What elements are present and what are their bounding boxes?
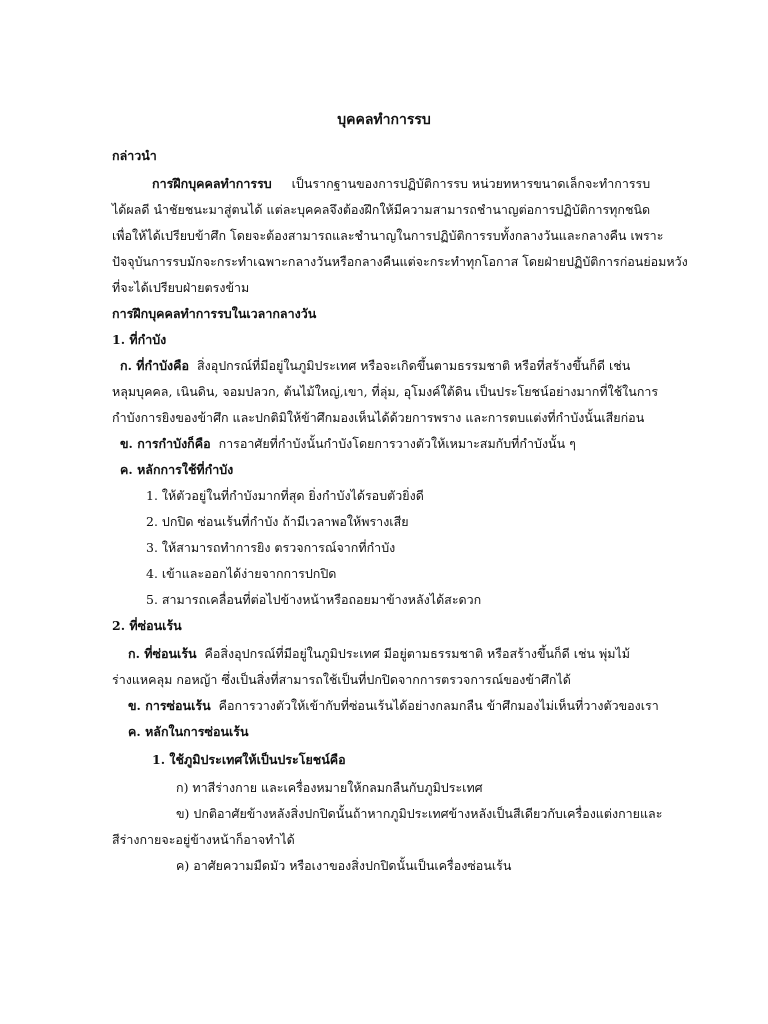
concealment-a-text: คือสิ่งอุปกรณ์ที่มีอยู่ในภูมิประเทศ มีอยู่ตามธรรมชาติ หรือสร้างขึ้นก็ดี เช่น พุ่มไม้ <box>204 646 630 661</box>
concealment-c-label: ค. หลักในการซ่อนเร้น <box>128 724 249 739</box>
intro-line-4: ปัจจุบันการรบมักจะกระทำเฉพาะกลางวันหรือกลางคืนแต่จะกระทำทุกโอกาส โดยฝ่ายปฏิบัติการก่อนย่อมหวัง <box>112 254 688 269</box>
document-title: บุคคลทำการรบ <box>337 112 431 128</box>
cover-item-1: 1. ให้ตัวอยู่ในที่กำบังมากที่สุด ยิ่งกำบังได้รอบตัวยิ่งดี <box>146 488 424 503</box>
concealment-a-label: ก. ที่ซ่อนเร้น <box>128 646 197 661</box>
concealment-sub-1-b-line-2: สีร่างกายจะอยู่ข้างหน้าก็อาจทำได้ <box>112 832 295 847</box>
cover-b-line <box>120 436 576 452</box>
intro-line-3: เพื่อให้ได้เปรียบข้าศึก โดยจะต้องสามารถและชำนาญในการปฏิบัติการรบทั้งกลางวันและกลางคืน เพราะ <box>112 228 664 243</box>
cover-a-label: ก. ที่กำบังคือ <box>120 358 190 373</box>
concealment-heading: 2. ที่ซ่อนเร้น <box>112 618 182 633</box>
concealment-b-label: ข. การซ่อนเร้น <box>128 698 211 713</box>
cover-item-3: 3. ให้สามารถทำการยิง ตรวจการณ์จากที่กำบัง <box>146 540 396 555</box>
concealment-a-line-1 <box>128 646 630 662</box>
cover-item-4: 4. เข้าและออกได้ง่ายจากการปกปิด <box>146 566 337 581</box>
cover-b-text: การอาศัยที่กำบังนั้นกำบังโดยการวางตัวให้เหมาะสมกับที่กำบังนั้น ๆ <box>218 436 576 451</box>
concealment-sub-1: 1. ใช้ภูมิประเทศให้เป็นประโยชน์คือ <box>152 752 346 767</box>
concealment-b-line <box>128 698 659 714</box>
intro-heading: กล่าวนำ <box>112 148 157 163</box>
concealment-sub-1-c: ค) อาศัยความมืดมัว หรือเงาของสิ่งปกปิดนั้นเป็นเครื่องซ่อนเร้น <box>176 858 512 873</box>
concealment-b-text: คือการวางตัวให้เข้ากับที่ซ่อนเร้นได้อย่างกลมกลืน ข้าศึกมองไม่เห็นที่วางตัวของเรา <box>218 698 659 713</box>
intro-line-1 <box>152 176 650 192</box>
intro-lead-bold: การฝึกบุคคลทำการรบ <box>152 176 272 191</box>
intro-line-2: ได้ผลดี นำชัยชนะมาสู่ตนได้ แต่ละบุคคลจึงต้องฝึกให้มีความสามารถชำนาญต่อการปฏิบัติการทุกชนิด <box>112 202 651 217</box>
daytime-heading: การฝึกบุคคลทำการรบในเวลากลางวัน <box>112 306 317 321</box>
concealment-sub-1-a: ก) ทาสีร่างกาย และเครื่องหมายให้กลมกลืนกับภูมิประเทศ <box>176 780 483 795</box>
cover-item-2: 2. ปกปิด ซ่อนเร้นที่กำบัง ถ้ามีเวลาพอให้พรางเสีย <box>146 514 409 529</box>
cover-a-line-1 <box>120 358 630 374</box>
cover-a-text: สิ่งอุปกรณ์ที่มีอยู่ในภูมิประเทศ หรือจะเกิดขึ้นตามธรรมชาติ หรือที่สร้างขึ้นก็ดี เช่น <box>196 358 631 373</box>
concealment-sub-1-b-line-1: ข) ปกติอาศัยข้างหลังสิ่งปกปิดนั้นถ้าหากภูมิประเทศข้างหลังเป็นสีเดียวกับเครื่องแต่งกายและ <box>176 806 663 821</box>
cover-a-line-3: กำบังการยิงของข้าศึก และปกติมิให้ข้าศึกมองเห็นได้ด้วยการพราง และการตบแต่งที่กำบังนั้นเสียก่อน <box>112 410 645 425</box>
concealment-a-line-2: ร่างแหคลุม กอหญ้า ซึ่งเป็นสิ่งที่สามารถใช้เป็นที่ปกปิดจากการตรวจการณ์ของข้าศึกได้ <box>112 672 571 687</box>
cover-c-label: ค. หลักการใช้ที่กำบัง <box>120 462 234 477</box>
intro-line-1-text: เป็นรากฐานของการปฏิบัติการรบ หน่วยทหารขนาดเล็กจะทำการรบ <box>291 176 651 191</box>
cover-item-5: 5. สามารถเคลื่อนที่ต่อไปข้างหน้าหรือถอยมาข้างหลังได้สะดวก <box>146 592 482 607</box>
cover-heading: 1. ที่กำบัง <box>112 332 167 347</box>
cover-b-label: ข. การกำบังก็คือ <box>120 436 211 451</box>
intro-line-5: ที่จะได้เปรียบฝ่ายตรงข้าม <box>112 280 250 295</box>
cover-a-line-2: หลุมบุคคล, เนินดิน, จอมปลวก, ต้นไม้ใหญ่,เขา, ที่ลุ่ม, อุโมงค์ใต้ดิน เป็นประโยชน์อย่างมากที่ใช้ในการ <box>112 384 659 399</box>
